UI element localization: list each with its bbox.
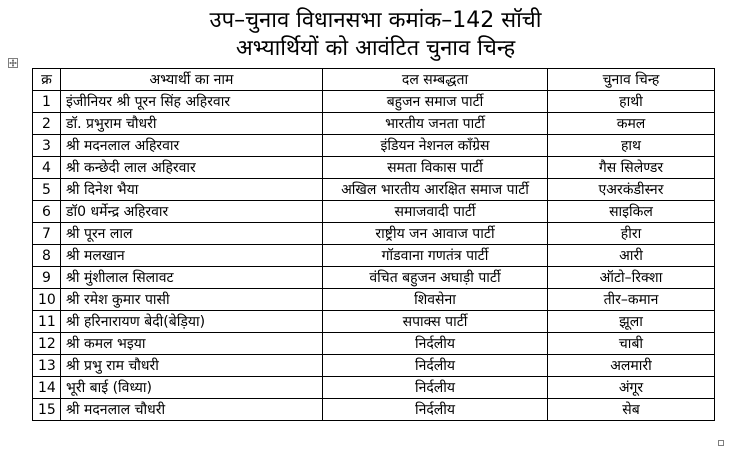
- party-cell: निर्दलीय: [323, 399, 548, 421]
- serial-cell: 10: [33, 289, 61, 311]
- candidate-name-cell: श्री हरिनारायण बेदी(बेड़िया): [61, 311, 323, 333]
- serial-cell: 11: [33, 311, 61, 333]
- candidate-name-cell: डॉ. प्रभुराम चौधरी: [61, 113, 323, 135]
- table-row: [33, 333, 715, 355]
- candidate-name-cell: श्री दिनेश भैया: [61, 179, 323, 201]
- symbol-cell: चाबी: [548, 333, 715, 355]
- symbol-cell: हाथी: [548, 91, 715, 113]
- candidate-name-cell: श्री मदनलाल चौधरी: [61, 399, 323, 421]
- table-row: [33, 377, 715, 399]
- party-cell: इंडियन नेशनल कॉंग्रेस: [323, 135, 548, 157]
- symbol-cell: हीरा: [548, 223, 715, 245]
- symbol-cell: सेब: [548, 399, 715, 421]
- table-row: [33, 267, 715, 289]
- candidates-table: [32, 68, 715, 421]
- candidate-name-cell: श्री रमेश कुमार पासी: [61, 289, 323, 311]
- header-party: दल सम्बद्धता: [323, 69, 548, 91]
- symbol-cell: साइकिल: [548, 201, 715, 223]
- symbol-cell: गैस सिलेण्डर: [548, 157, 715, 179]
- party-cell: राष्ट्रीय जन आवाज पार्टी: [323, 223, 548, 245]
- party-cell: सपाक्स पार्टी: [323, 311, 548, 333]
- header-serial: क्र: [33, 69, 61, 91]
- party-cell: शिवसेना: [323, 289, 548, 311]
- serial-cell: 4: [33, 157, 61, 179]
- party-cell: गॉडवाना गणतंत्र पार्टी: [323, 245, 548, 267]
- document-subtitle: अभ्यार्थियों को आवंटित चुनाव चिन्ह: [235, 36, 516, 61]
- serial-cell: 1: [33, 91, 61, 113]
- table-row: [33, 179, 715, 201]
- candidate-name-cell: श्री मदनलाल अहिरवार: [61, 135, 323, 157]
- table-row: [33, 355, 715, 377]
- table-header-row: [33, 69, 715, 91]
- party-cell: निर्दलीय: [323, 377, 548, 399]
- symbol-cell: झूला: [548, 311, 715, 333]
- party-cell: बहुजन समाज पार्टी: [323, 91, 548, 113]
- serial-cell: 9: [33, 267, 61, 289]
- symbol-cell: कमल: [548, 113, 715, 135]
- table-row: [33, 91, 715, 113]
- header-candidate-name: अभ्यार्थी का नाम: [61, 69, 323, 91]
- candidate-name-cell: श्री कमल भइया: [61, 333, 323, 355]
- serial-cell: 7: [33, 223, 61, 245]
- table-row: [33, 289, 715, 311]
- candidate-name-cell: श्री प्रभु राम चौधरी: [61, 355, 323, 377]
- symbol-cell: अलमारी: [548, 355, 715, 377]
- party-cell: अखिल भारतीय आरक्षित समाज पार्टी: [323, 179, 548, 201]
- serial-cell: 8: [33, 245, 61, 267]
- table-row: [33, 135, 715, 157]
- party-cell: समता विकास पार्टी: [323, 157, 548, 179]
- candidate-name-cell: श्री पूरन लाल: [61, 223, 323, 245]
- serial-cell: 12: [33, 333, 61, 355]
- candidate-name-cell: श्री कन्छेदी लाल अहिरवार: [61, 157, 323, 179]
- party-cell: समाजवादी पार्टी: [323, 201, 548, 223]
- candidate-name-cell: भूरी बाई (विध्या): [61, 377, 323, 399]
- serial-cell: 14: [33, 377, 61, 399]
- symbol-cell: एअरकंडीस्नर: [548, 179, 715, 201]
- symbol-cell: हाथ: [548, 135, 715, 157]
- table-resize-handle[interactable]: [718, 440, 724, 446]
- table-row: [33, 223, 715, 245]
- serial-cell: 15: [33, 399, 61, 421]
- candidate-name-cell: श्री मलखान: [61, 245, 323, 267]
- table-row: [33, 201, 715, 223]
- candidate-name-cell: इंजीनियर श्री पूरन सिंह अहिरवार: [61, 91, 323, 113]
- table-row: [33, 399, 715, 421]
- candidate-name-cell: श्री मुंशीलाल सिलावट: [61, 267, 323, 289]
- serial-cell: 6: [33, 201, 61, 223]
- document-title: उप–चुनाव विधानसभा कमांक–142 सॉची: [209, 8, 542, 33]
- symbol-cell: आरी: [548, 245, 715, 267]
- party-cell: निर्दलीय: [323, 333, 548, 355]
- candidate-name-cell: डॉ0 धर्मेन्द्र अहिरवार: [61, 201, 323, 223]
- table-row: [33, 113, 715, 135]
- table-row: [33, 311, 715, 333]
- symbol-cell: अंगूर: [548, 377, 715, 399]
- table-move-handle[interactable]: [8, 58, 18, 68]
- party-cell: निर्दलीय: [323, 355, 548, 377]
- table-row: [33, 157, 715, 179]
- serial-cell: 5: [33, 179, 61, 201]
- party-cell: वंचित बहुजन अघाड़ी पार्टी: [323, 267, 548, 289]
- header-election-symbol: चुनाव चिन्ह: [548, 69, 715, 91]
- symbol-cell: तीर–कमान: [548, 289, 715, 311]
- serial-cell: 2: [33, 113, 61, 135]
- serial-cell: 3: [33, 135, 61, 157]
- serial-cell: 13: [33, 355, 61, 377]
- party-cell: भारतीय जनता पार्टी: [323, 113, 548, 135]
- move-arrows-icon: [9, 59, 17, 67]
- symbol-cell: ऑटो–रिक्शा: [548, 267, 715, 289]
- table-row: [33, 245, 715, 267]
